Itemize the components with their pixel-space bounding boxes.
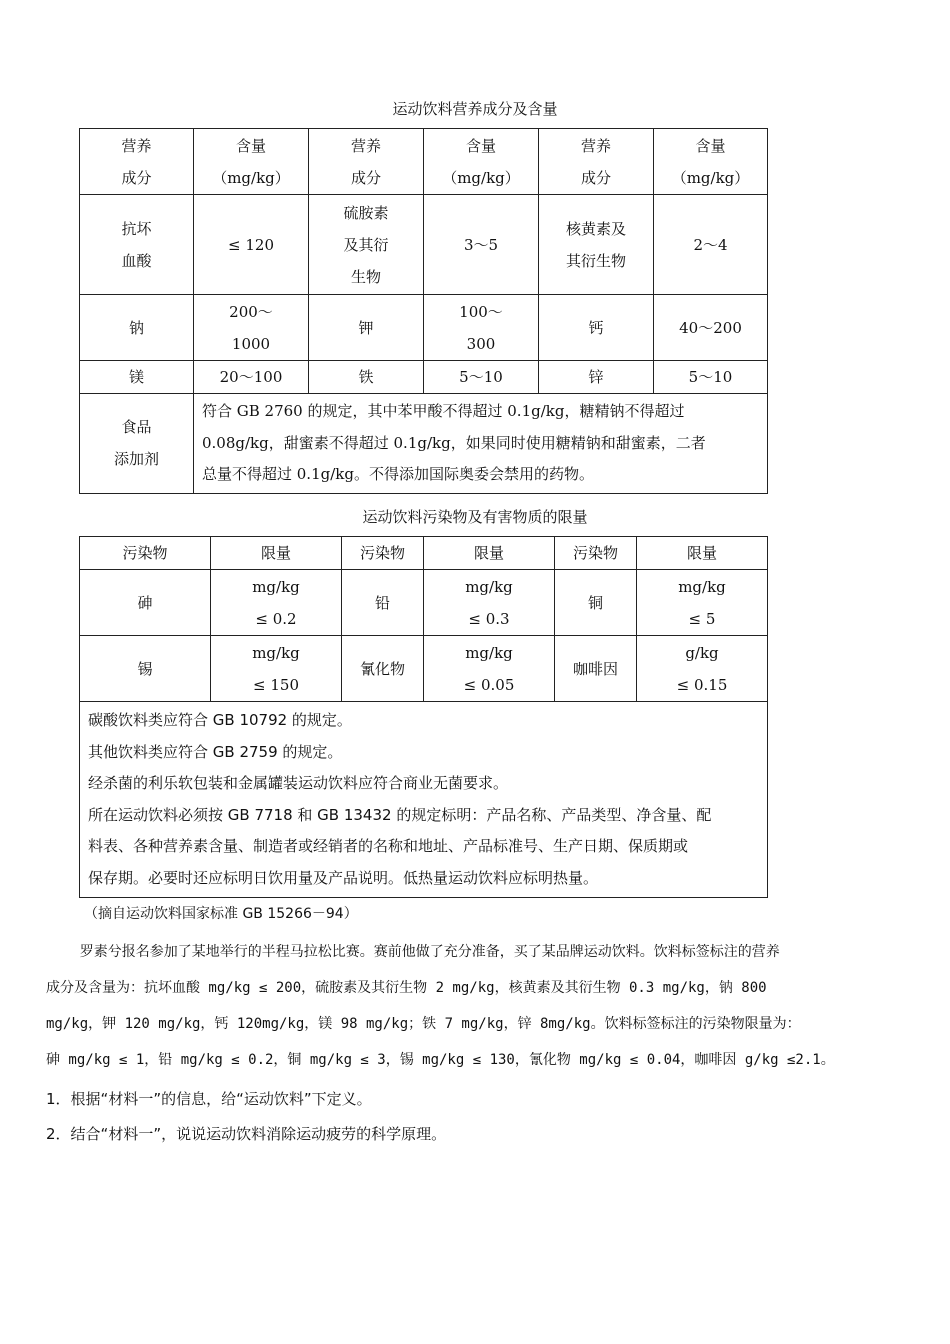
header-cell: 营养 成分 bbox=[309, 129, 424, 195]
header-cell: 营养 成分 bbox=[539, 129, 654, 195]
nutrient-value: 100～ 300 bbox=[424, 295, 539, 361]
contaminant-name: 铅 bbox=[342, 570, 424, 636]
question-1: 1．根据“材料一”的信息，给“运动饮料”下定义。 bbox=[46, 1090, 372, 1108]
nutrient-name: 锌 bbox=[539, 361, 654, 394]
table1-title: 运动饮料营养成分及含量 bbox=[392, 100, 558, 118]
table2-title: 运动饮料污染物及有害物质的限量 bbox=[362, 508, 588, 526]
nutrient-name: 铁 bbox=[309, 361, 424, 394]
nutrition-header-row bbox=[80, 129, 768, 195]
additive-label: 食品 添加剂 bbox=[80, 394, 194, 494]
header-cell: 限量 bbox=[637, 537, 768, 570]
notes-text: 碳酸饮料类应符合 GB 10792 的规定。 其他饮料类应符合 GB 2759 的规定。 经杀菌的利乐软包装和金属罐装运动饮料应符合商业无菌要求。 所在运动饮料必须按 GB 7718 和 GB 13432 的规定标明：产品名称、产品类型、净含量、配 料表、各种营养素含量、制造者或经销者的名称和地址、产品标准号、生产日期、保质期或 保存期。必要时还应标明日饮用量及产品说明。低热量运动饮料应标明热量。 bbox=[80, 702, 768, 898]
contaminant-limit: mg/kg ≤ 5 bbox=[637, 570, 768, 636]
nutrient-name: 硫胺素 及其衍 生物 bbox=[309, 195, 424, 295]
nutrient-value: 5～10 bbox=[654, 361, 768, 394]
notes-row bbox=[80, 702, 768, 898]
contaminant-name: 锡 bbox=[80, 636, 211, 702]
nutrient-value: 200～ 1000 bbox=[194, 295, 309, 361]
contaminant-header-row bbox=[80, 537, 768, 570]
nutrient-value: 20～100 bbox=[194, 361, 309, 394]
header-cell: 污染物 bbox=[342, 537, 424, 570]
story-paragraph: 罗素兮报名参加了某地举行的半程马拉松比赛。赛前他做了充分准备，买了某品牌运动饮料。饮料标签标注的营养 成分及含量为：抗坏血酸 mg/kg ≤ 200，硫胺素及其衍生物 2 mg/kg，核黄素及其衍生物 0.3 mg/kg，钠 800 mg/kg，钾 120 mg/kg，钙 120mg/kg，镁 98 mg/kg；铁 7 mg/kg，锌 8mg/kg。饮料标签标注的污染物限量为： 砷 mg/kg ≤ 1，铅 mg/kg ≤ 0.2，铜 mg/kg ≤ 3，锡 mg/kg ≤ 130，氰化物 mg/kg ≤ 0.04，咖啡因 g/kg ≤2.1。 bbox=[46, 944, 835, 1068]
header-cell: 含量 （mg/kg） bbox=[194, 129, 309, 195]
nutrient-value: 40～200 bbox=[654, 295, 768, 361]
additive-row bbox=[80, 394, 768, 494]
header-cell: 污染物 bbox=[80, 537, 211, 570]
header-cell: 污染物 bbox=[555, 537, 637, 570]
contaminant-limit: mg/kg ≤ 0.2 bbox=[211, 570, 342, 636]
header-cell: 含量 （mg/kg） bbox=[424, 129, 539, 195]
nutrient-name: 钠 bbox=[80, 295, 194, 361]
nutrient-name: 镁 bbox=[80, 361, 194, 394]
table-row bbox=[80, 295, 768, 361]
contaminant-limit: g/kg ≤ 0.15 bbox=[637, 636, 768, 702]
contaminant-limit: mg/kg ≤ 150 bbox=[211, 636, 342, 702]
table-row bbox=[80, 361, 768, 394]
table-row bbox=[80, 636, 768, 702]
nutrient-value: 3～5 bbox=[424, 195, 539, 295]
table-row bbox=[80, 195, 768, 295]
nutrient-name: 抗坏 血酸 bbox=[80, 195, 194, 295]
question-2: 2．结合“材料一”，说说运动饮料消除运动疲劳的科学原理。 bbox=[46, 1125, 447, 1143]
header-cell: 含量 （mg/kg） bbox=[654, 129, 768, 195]
table-row bbox=[80, 570, 768, 636]
source-citation: （摘自运动饮料国家标准 GB 15266－94） bbox=[84, 906, 358, 922]
nutrient-name: 钙 bbox=[539, 295, 654, 361]
nutrient-name: 核黄素及 其衍生物 bbox=[539, 195, 654, 295]
contaminant-limit: mg/kg ≤ 0.05 bbox=[424, 636, 555, 702]
contaminant-limit: mg/kg ≤ 0.3 bbox=[424, 570, 555, 636]
nutrition-table bbox=[79, 128, 768, 494]
contaminant-name: 砷 bbox=[80, 570, 211, 636]
nutrient-name: 钾 bbox=[309, 295, 424, 361]
nutrient-value: ≤ 120 bbox=[194, 195, 309, 295]
contaminant-table bbox=[79, 536, 768, 898]
nutrient-value: 2～4 bbox=[654, 195, 768, 295]
contaminant-name: 铜 bbox=[555, 570, 637, 636]
additive-text: 符合 GB 2760 的规定，其中苯甲酸不得超过 0.1g/kg，糖精钠不得超过 0.08g/kg，甜蜜素不得超过 0.1g/kg，如果同时使用糖精钠和甜蜜素，二者 总量不得超过 0.1g/kg。不得添加国际奥委会禁用的药物。 bbox=[194, 394, 768, 494]
header-cell: 限量 bbox=[424, 537, 555, 570]
contaminant-name: 氰化物 bbox=[342, 636, 424, 702]
nutrient-value: 5～10 bbox=[424, 361, 539, 394]
header-cell: 限量 bbox=[211, 537, 342, 570]
header-cell: 营养 成分 bbox=[80, 129, 194, 195]
contaminant-name: 咖啡因 bbox=[555, 636, 637, 702]
